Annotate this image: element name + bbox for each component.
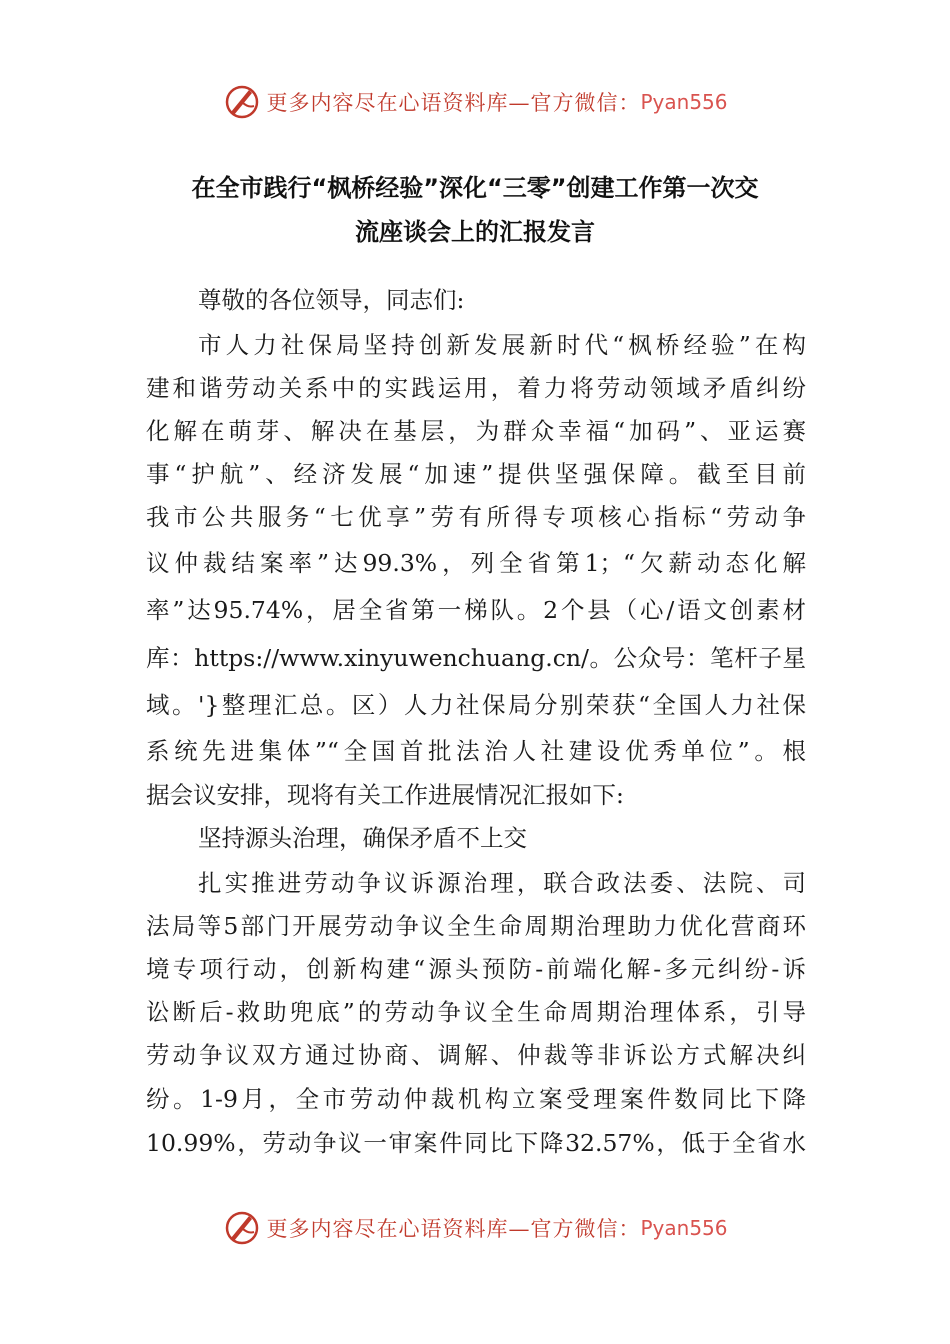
body-line: 讼断后-救助兜底”的劳动争议全生命周期治理体系，引导 xyxy=(146,998,806,1026)
banner-text: 更多内容尽在心语资料库—官方微信： xyxy=(266,1217,641,1241)
body-line: 议仲裁结案率”达99.3%，列全省第1；“欠薪动态化解 xyxy=(146,549,806,577)
body-line: 库：https://www.xinyuwenchuang.cn/。公众号：笔杆子星 xyxy=(146,644,806,672)
body-line: 率”达95.74%，居全省第一梯队。2个县（心/语文创素材 xyxy=(146,596,806,624)
document-title-line-2: 流座谈会上的汇报发言 xyxy=(355,218,595,246)
body-line: 事“护航”、经济发展“加速”提供坚强保障。截至目前 xyxy=(146,460,806,488)
body-line: 据会议安排，现将有关工作进展情况汇报如下: xyxy=(146,781,624,809)
document-title-line-1: 在全市践行“枫桥经验”深化“三零”创建工作第一次交 xyxy=(191,174,759,202)
body-line: 劳动争议双方通过协商、调解、仲裁等非诉讼方式解决纠 xyxy=(146,1041,806,1069)
section-heading: 坚持源头治理，确保矛盾不上交 xyxy=(198,824,527,852)
body-line: 10.99%，劳动争议一审案件同比下降32.57%，低于全省水 xyxy=(146,1129,806,1157)
banner-text: 更多内容尽在心语资料库—官方微信： xyxy=(266,91,641,115)
logo-icon xyxy=(222,82,262,122)
body-line: 扎实推进劳动争议诉源治理，联合政法委、法院、司 xyxy=(198,869,806,897)
logo-icon xyxy=(222,1208,262,1248)
body-line: 我市公共服务“七优享”劳有所得专项核心指标“劳动争 xyxy=(146,503,806,531)
body-line: 境专项行动，创新构建“源头预防-前端化解-多元纠纷-诉 xyxy=(146,955,806,983)
footer-banner xyxy=(0,1206,950,1250)
header-banner xyxy=(0,80,950,124)
body-line: 法局等5部门开展劳动争议全生命周期治理助力优化营商环 xyxy=(146,912,806,940)
banner-wechat-id: Pyan556 xyxy=(640,90,728,114)
salutation: 尊敬的各位领导，同志们: xyxy=(198,286,465,314)
body-line: 化解在萌芽、解决在基层，为群众幸福“加码”、亚运赛 xyxy=(146,417,806,445)
body-line: 市人力社保局坚持创新发展新时代“枫桥经验”在构 xyxy=(198,331,806,359)
banner-wechat-id: Pyan556 xyxy=(640,1216,728,1240)
body-line: 系统先进集体”“全国首批法治人社建设优秀单位”。根 xyxy=(146,737,806,765)
body-line: 建和谐劳动关系中的实践运用，着力将劳动领域矛盾纠纷 xyxy=(146,374,806,402)
body-line: 域。'}整理汇总。区）人力社保局分别荣获“全国人力社保 xyxy=(146,691,806,719)
body-line: 纷。1-9月，全市劳动仲裁机构立案受理案件数同比下降 xyxy=(146,1085,806,1113)
